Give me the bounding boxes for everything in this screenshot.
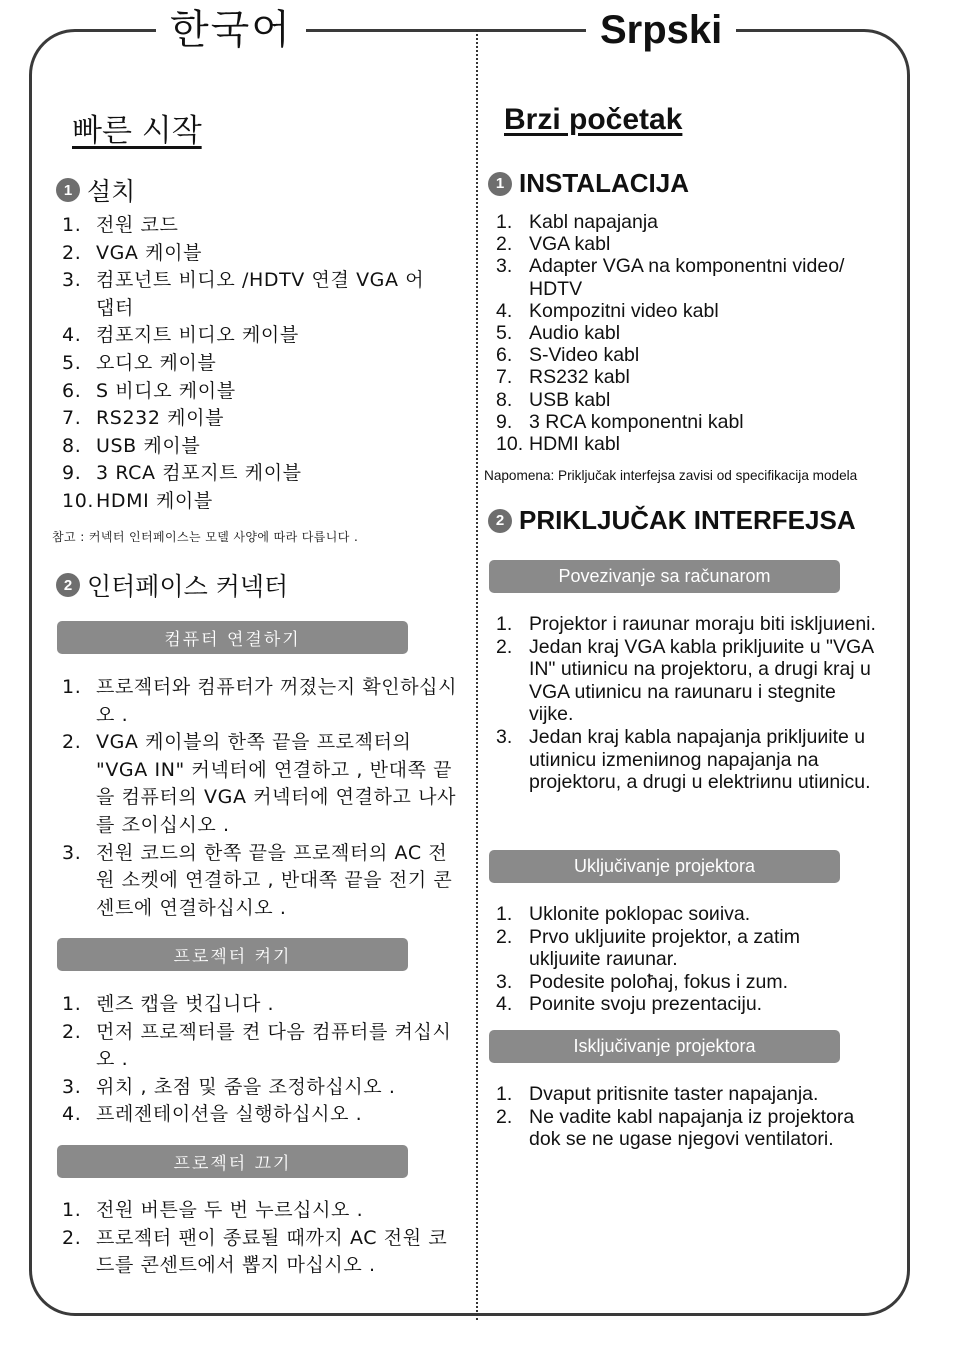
list-item: 2. VGA 케이블 <box>62 241 203 264</box>
list-item: 2. Ne vadite kabl napajanja iz projektora dok se ne ugase njegovi ventilatori. <box>496 1105 855 1151</box>
list-item: 4. Poиnite svoju prezentaciju. <box>496 993 763 1016</box>
power-on-bar: 프로젝터 켜기 <box>57 938 408 971</box>
list-item: 4. Kompozitni video kabl <box>496 299 719 322</box>
step-badge-2: 2 <box>488 509 512 533</box>
power-off-bar: Isključivanje projektora <box>489 1030 840 1063</box>
connect-computer-list <box>496 613 896 794</box>
quick-start-heading: 빠른 시작 <box>72 113 202 149</box>
list-item: 2. VGA 케이블의 한쪽 끝을 프로젝터의 "VGA IN" 커넥터에 연결하고 , 반대쪽 끝을 컴퓨터의 VGA 커넥터에 연결하고 나사를 조이십시오 . <box>62 731 457 836</box>
power-off-list <box>62 1197 467 1280</box>
interface-title: PRIKLJUČAK INTERFEJSA <box>519 505 856 535</box>
power-off-bar: 프로젝터 끄기 <box>57 1145 408 1178</box>
column-divider <box>476 30 478 1320</box>
list-item: 2. 프로젝터 팬이 종료될 때까지 AC 전원 코드를 콘센트에서 뽑지 마십시오 . <box>62 1226 448 1277</box>
power-on-list <box>496 903 896 1016</box>
list-item: 8. USB 케이블 <box>62 434 201 457</box>
list-item: 10. HDMI kabl <box>496 433 621 456</box>
install-note: 참고 : 커넥터 인터페이스는 모델 사양에 따라 다릅니다 . <box>52 530 359 544</box>
list-item: 2. Jedan kraj VGA kabla prikljuиite u "VGA IN" utiиnicu na projektoru, a drugi kraj u VGA utiиnicu na raиunaru i stegnite vijke. <box>496 635 874 726</box>
list-item: 2. 먼저 프로젝터를 켠 다음 컴퓨터를 켜십시오 . <box>62 1020 452 1071</box>
serbian-language-title: Srpski <box>586 0 736 60</box>
power-on-list <box>62 991 467 1129</box>
list-item: 1. Kabl napajanja <box>496 211 659 233</box>
list-item: 9. 3 RCA komponentni kabl <box>496 410 744 433</box>
install-note: Napomena: Priključak interfejsa zavisi od specifikacija modela <box>484 468 858 483</box>
connect-computer-bar: Povezivanje sa računarom <box>489 560 840 593</box>
list-item: 6. S 비디오 케이블 <box>62 379 236 402</box>
interface-heading <box>56 567 288 603</box>
list-item: 4. 프레젠테이션을 실행하십시오 . <box>62 1103 363 1126</box>
list-item: 5. Audio kabl <box>496 322 621 345</box>
power-off-list <box>496 1083 896 1151</box>
list-item: 8. USB kabl <box>496 388 611 411</box>
quick-start-heading: Brzi početak <box>504 103 683 136</box>
connect-computer-list <box>62 674 467 922</box>
list-item: 5. 오디오 케이블 <box>62 351 217 374</box>
list-item: 6. S-Video kabl <box>496 344 640 367</box>
install-title: INSTALACIJA <box>519 168 689 198</box>
list-item: 4. 컴포지트 비디오 케이블 <box>62 324 299 347</box>
list-item: 3. 위치 , 초점 및 줌을 조정하십시오 . <box>62 1075 396 1098</box>
install-list <box>62 212 462 516</box>
list-item: 1. Projektor i raиunar moraju biti iskljuиeni. <box>496 613 876 635</box>
step-badge-1: 1 <box>488 172 512 196</box>
list-item: 10. HDMI 케이블 <box>62 489 213 512</box>
list-item: 3. Jedan kraj kabla napajanja prikljuиite u utiиnicu izmeniиnog napajanja na projektoru, a drugi u elektriиnu utiиnicu. <box>496 725 871 794</box>
install-heading <box>488 168 689 199</box>
list-item: 1. 전원 코드 <box>62 214 179 236</box>
list-item: 7. RS232 케이블 <box>62 407 225 430</box>
list-item: 3. 전원 코드의 한쪽 끝을 프로젝터의 AC 전원 소켓에 연결하고 , 반대쪽 끝을 전기 콘센트에 연결하십시오 . <box>62 841 453 919</box>
list-item: 3. 컴포넌트 비디오 /HDTV 연결 VGA 어댑터 <box>62 269 425 319</box>
list-item: 7. RS232 kabl <box>496 366 630 389</box>
step-badge-1: 1 <box>56 178 80 202</box>
list-item: 1. 렌즈 캡을 벗깁니다 . <box>62 993 275 1015</box>
install-list <box>496 211 896 455</box>
interface-title: 인터페이스 커넥터 <box>87 572 289 601</box>
list-item: 1. 전원 버튼을 두 번 누르십시오 . <box>62 1199 364 1221</box>
list-item: 3. Podesite poloћaj, fokus i zum. <box>496 970 789 993</box>
install-title: 설치 <box>87 177 136 206</box>
interface-heading <box>488 505 856 536</box>
install-heading <box>56 172 135 208</box>
connect-computer-bar: 컴퓨터 연결하기 <box>57 621 408 654</box>
list-item: 2. VGA kabl <box>496 233 611 256</box>
list-item: 1. 프로젝터와 컴퓨터가 꺼졌는지 확인하십시오 . <box>62 676 458 726</box>
step-badge-2: 2 <box>56 573 80 597</box>
list-item: 3. Adapter VGA na komponentni video/ HDTV <box>496 255 845 300</box>
list-item: 2. Prvo ukljuиite projektor, a zatim ukljuиite raиunar. <box>496 925 801 971</box>
korean-language-title: 한국어 <box>156 0 306 60</box>
power-on-bar: Uključivanje projektora <box>489 850 840 883</box>
list-item: 9. 3 RCA 컴포지트 케이블 <box>62 462 302 485</box>
list-item: 1. Uklonite poklopac soиiva. <box>496 903 751 925</box>
list-item: 1. Dvaput pritisnite taster napajanja. <box>496 1083 819 1105</box>
